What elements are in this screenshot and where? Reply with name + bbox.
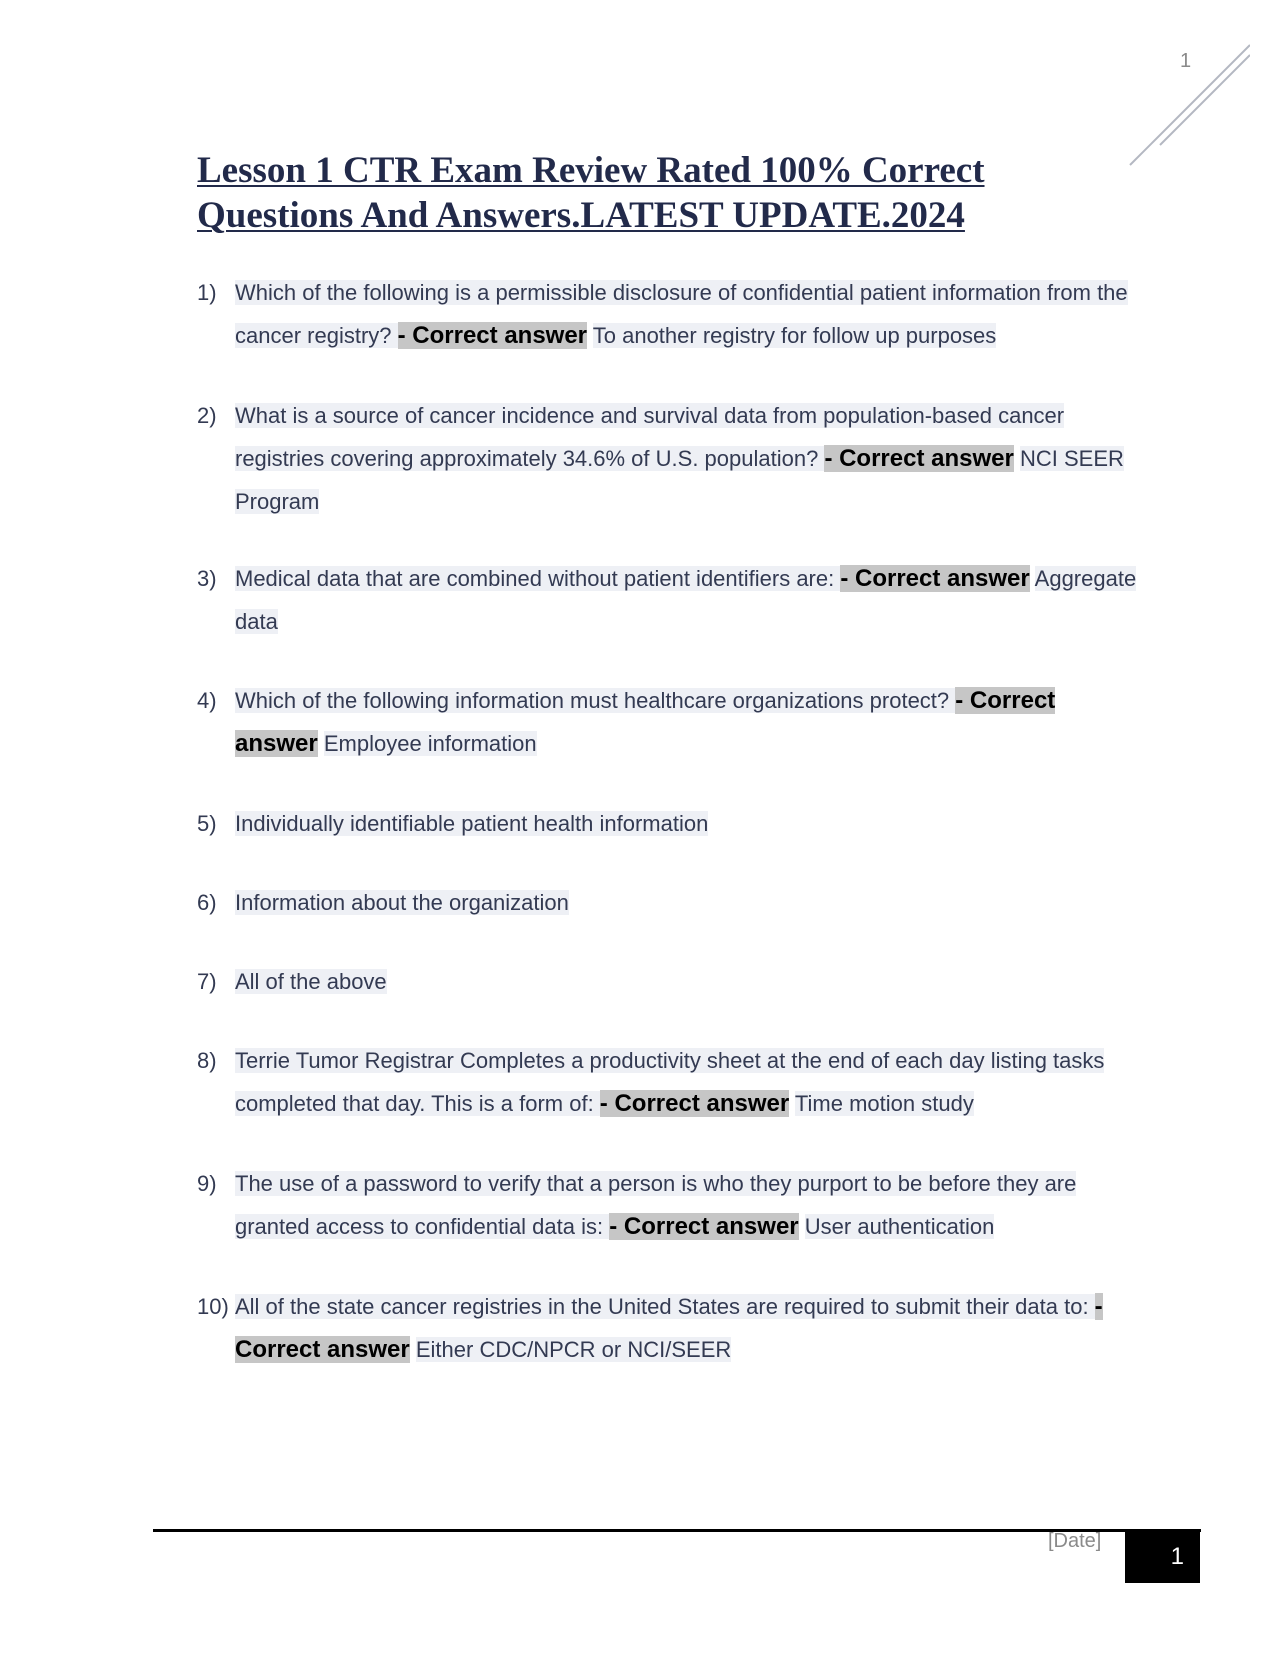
item-number: 4)	[197, 688, 217, 713]
answer-text: Employee information	[323, 731, 537, 756]
option-text: Individually identifiable patient health information	[235, 811, 709, 836]
list-item	[197, 1039, 1137, 1125]
answer-text: User authentication	[804, 1214, 995, 1239]
answer-text: NCI SEER Program	[235, 446, 1124, 514]
correct-answer-label: - Correct answer	[840, 565, 1030, 592]
footer-page-number: 1	[1125, 1531, 1200, 1583]
item-number: 1)	[197, 280, 217, 305]
correct-answer-label: - Correct answer	[397, 322, 588, 349]
item-number: 7)	[197, 969, 217, 994]
option-text: Information about the organization	[235, 890, 569, 915]
title-line-2: Questions And Answers.LATEST UPDATE.2024	[197, 195, 965, 236]
item-number: 2)	[197, 403, 217, 428]
list-item	[197, 1162, 1137, 1248]
list-item	[197, 271, 1137, 357]
correct-answer-label: - Correct answer	[599, 1090, 790, 1117]
correct-answer-label: - Correct answer	[235, 687, 1056, 757]
answer-text: To another registry for follow up purposes	[592, 323, 997, 348]
page-title	[197, 148, 1097, 238]
question-text: The use of a password to verify that a person is who they purport to be before they are granted access to confidential data is:	[235, 1171, 1077, 1239]
question-text: All of the state cancer registries in the United States are required to submit their data to:	[235, 1294, 1095, 1319]
corner-decoration	[1120, 40, 1250, 170]
item-number: 5)	[197, 811, 217, 836]
list-item	[197, 881, 1137, 924]
footer-divider	[153, 1529, 1201, 1532]
item-number: 8)	[197, 1048, 217, 1073]
list-item	[197, 394, 1137, 523]
footer-date: [Date]	[1048, 1530, 1102, 1552]
list-item	[197, 1285, 1137, 1371]
item-number: 3)	[197, 566, 217, 591]
answer-text: Aggregate data	[235, 566, 1137, 634]
option-text: All of the above	[235, 969, 387, 994]
question-text: Which of the following information must healthcare organizations protect?	[235, 688, 956, 713]
answer-text: Time motion study	[794, 1091, 974, 1116]
correct-answer-label: - Correct answer	[609, 1213, 799, 1240]
question-text: Terrie Tumor Registrar Completes a productivity sheet at the end of each day listing tasks completed that day. This is a form of:	[235, 1048, 1105, 1116]
list-item	[197, 960, 1137, 1003]
answer-text: Either CDC/NPCR or NCI/SEER	[415, 1337, 732, 1362]
item-number: 9)	[197, 1171, 217, 1196]
header-page-number: 1	[1180, 50, 1192, 72]
correct-answer-label: - Correct answer	[235, 1293, 1103, 1363]
title-line-1: Lesson 1 CTR Exam Review Rated 100% Correct	[197, 150, 985, 191]
item-number: 6)	[197, 890, 217, 915]
item-number: 10)	[197, 1294, 229, 1319]
list-item	[197, 557, 1137, 643]
list-item	[197, 679, 1137, 765]
list-item	[197, 802, 1137, 845]
question-text: Medical data that are combined without patient identifiers are:	[235, 566, 841, 591]
question-text: Which of the following is a permissible disclosure of confidential patient information from the cancer registry?	[235, 280, 1128, 348]
correct-answer-label: - Correct answer	[824, 445, 1014, 472]
question-text: What is a source of cancer incidence and survival data from population-based cancer registries covering approximately 34.6% of U.S. population?	[235, 403, 1065, 471]
